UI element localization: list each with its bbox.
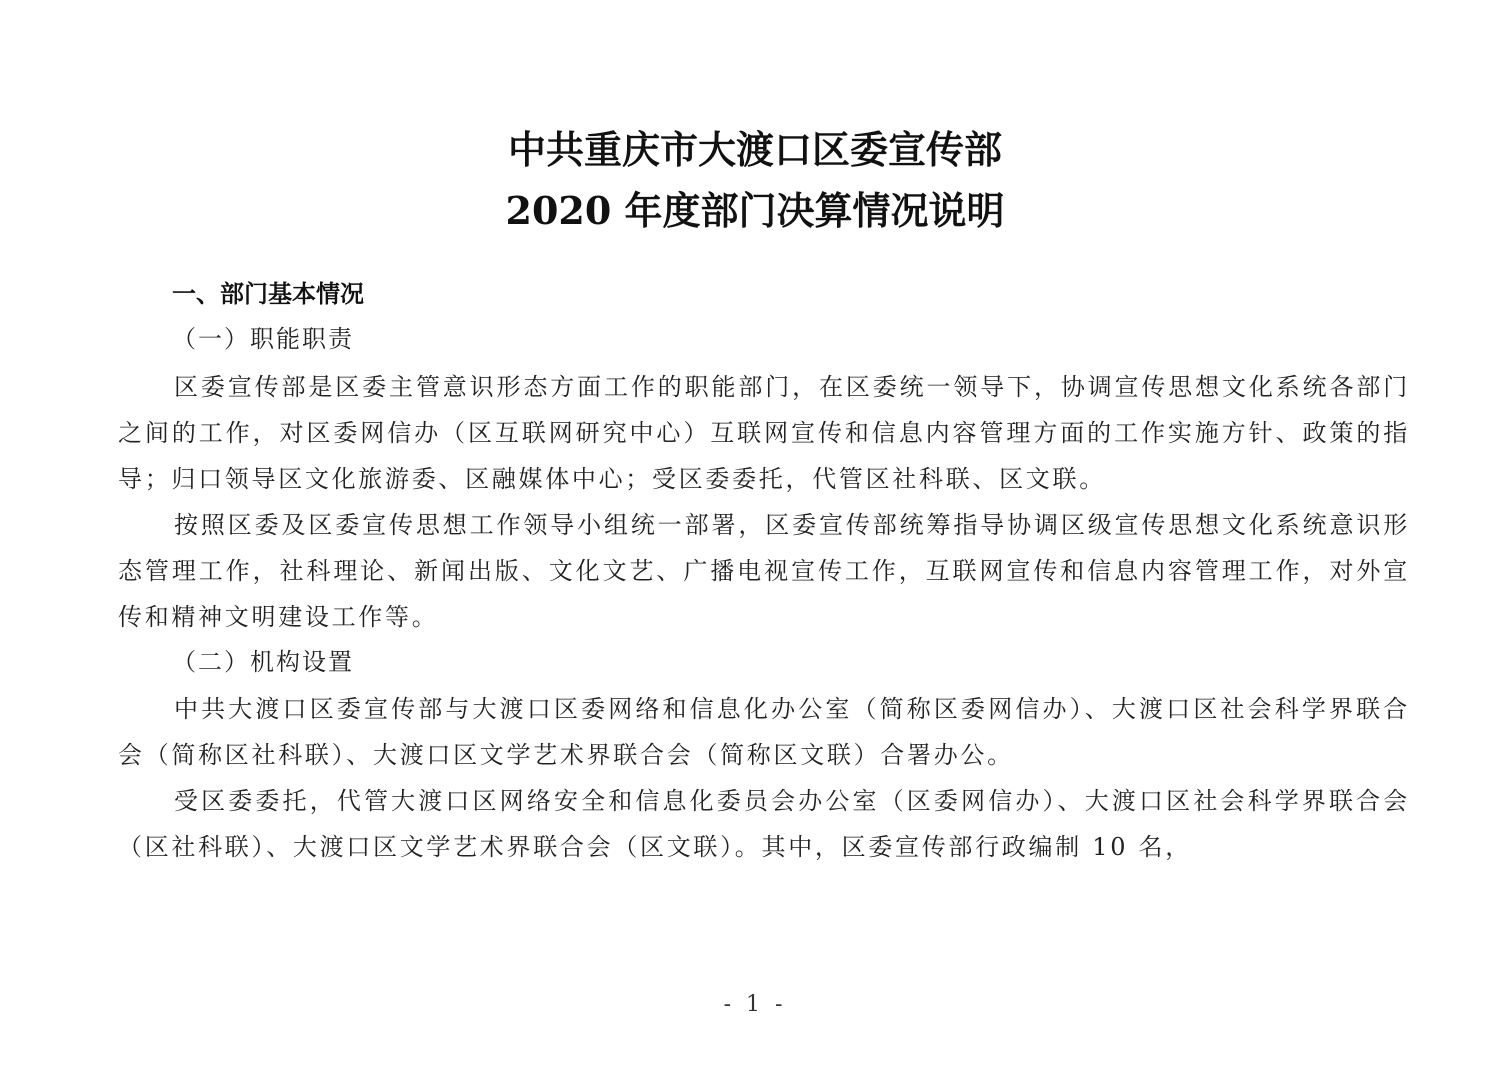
document-title-line2: 2020 年度部门决算情况说明 bbox=[505, 188, 1005, 233]
section-heading-basic-info: 一、部门基本情况 bbox=[172, 280, 364, 308]
document-title-line1: 中共重庆市大渡口区委宣传部 bbox=[507, 127, 1002, 172]
paragraph-organization-2: 受区委委托，代管大渡口区网络安全和信息化委员会办公室（区委网信办）、大渡口区社会科学界联合会（区社科联）、大渡口区文学艺术界联合会（区文联）。其中，区委宣传部行政编制 10 名， bbox=[118, 787, 1410, 861]
page-number: - 1 - bbox=[723, 992, 787, 1017]
paragraph-organization-1: 中共大渡口区委宣传部与大渡口区委网络和信息化办公室（简称区委网信办）、大渡口区社会科学界联合会（简称区社科联）、大渡口区文学艺术界联合会（简称区文联）合署办公。 bbox=[118, 695, 1410, 769]
subsection-heading-organization: （二）机构设置 bbox=[172, 648, 354, 676]
paragraph-functions-1: 区委宣传部是区委主管意识形态方面工作的职能部门，在区委统一领导下，协调宣传思想文化系统各部门之间的工作，对区委网信办（区互联网研究中心）互联网宣传和信息内容管理方面的工作实施方针、政策的指导；归口领导区文化旅游委、区融媒体中心；受区委委托，代管区社科联、区文联。 bbox=[118, 373, 1410, 493]
paragraph-functions-2: 按照区委及区委宣传思想工作领导小组统一部署，区委宣传部统筹指导协调区级宣传思想文化系统意识形态管理工作，社科理论、新闻出版、文化文艺、广播电视宣传工作，互联网宣传和信息内容管理工作，对外宣传和精神文明建设工作等。 bbox=[118, 511, 1410, 631]
subsection-heading-functions: （一）职能职责 bbox=[172, 325, 354, 353]
